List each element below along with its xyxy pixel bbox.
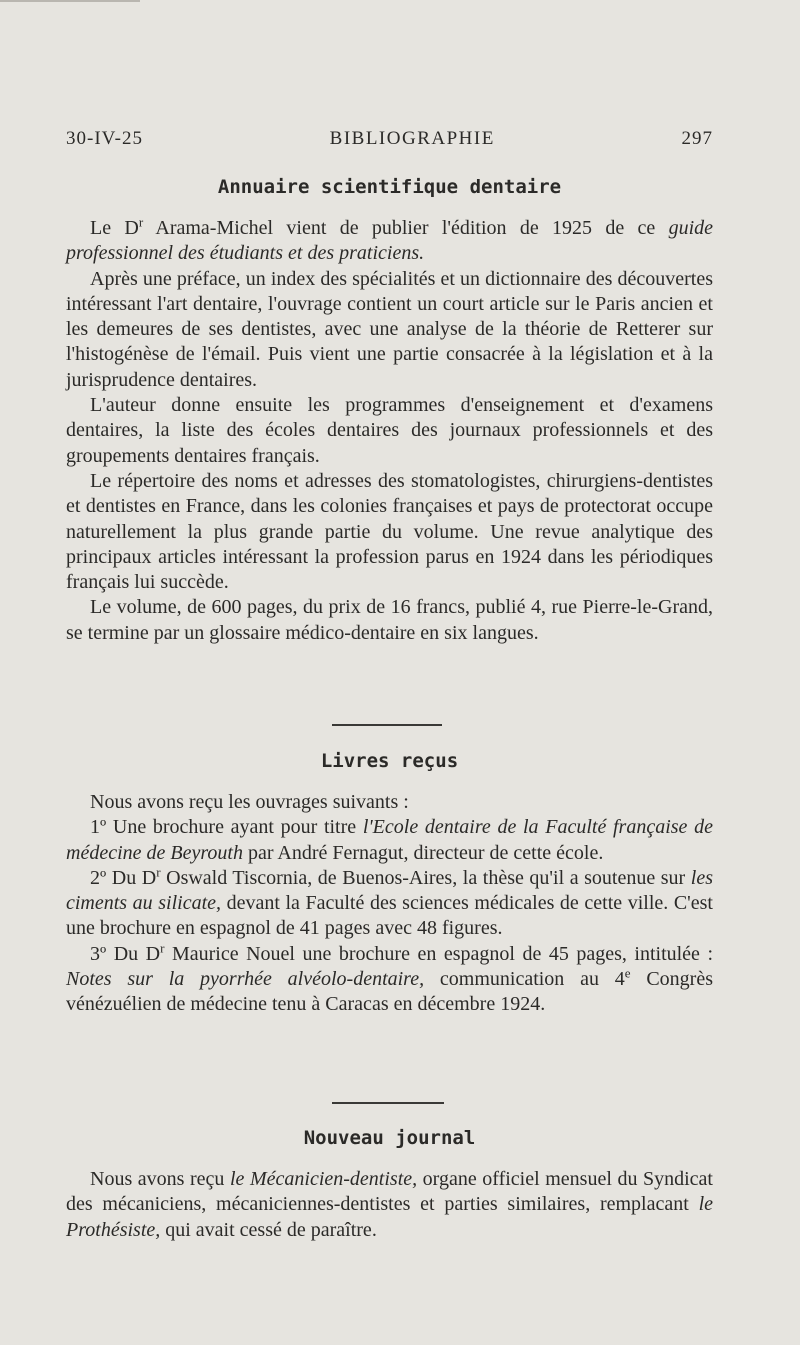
header-title: BIBLIOGRAPHIE (329, 128, 495, 149)
paragraph: Nous avons reçu le Mécanicien-dentiste, organe officiel mensuel du Syndicat des mécaniciens, mécaniciennes-dentistes et parties similaires, remplacant le Prothésiste, qui avait cessé de paraître. (66, 1168, 713, 1241)
section-title-nouveau-journal: Nouveau journal (303, 1127, 476, 1149)
paragraph: Après une préface, un index des spécialités et un dictionnaire des découvertes intéressant l'art dentaire, l'ouvrage contient un court article sur le Paris ancien et les demeures de ses dentistes, avec une analyse de la théorie de Retterer sur l'histogénèse de l'émail. Puis vient une partie consacrée à la législation et à la jurisprudence dentaires. (66, 267, 713, 391)
paragraph: 1º Une brochure ayant pour titre l'Ecole dentaire de la Faculté française de médecine de Beyrouth par André Fernagut, directeur de cette école. (66, 816, 713, 864)
paragraph: Le répertoire des noms et adresses des stomatologistes, chirurgiens-dentistes et dentistes en France, dans les colonies françaises et pays de protectorat occupe naturellement la plus grande partie du volume. Une revue analytique des principaux articles intéressant la profession parus en 1924 dans les périodiques français lui succède. (66, 469, 713, 594)
section-body-annuaire (66, 216, 713, 646)
paragraph: Le volume, de 600 pages, du prix de 16 francs, publié 4, rue Pierre-le-Grand, se termine par un glossaire médico-dentaire en six langues. (66, 596, 713, 644)
running-header (66, 128, 713, 150)
paragraph: Nous avons reçu les ouvrages suivants : (90, 791, 409, 813)
header-date: 30-IV-25 (66, 128, 143, 149)
section-title-annuaire: Annuaire scientifique dentaire (217, 176, 562, 198)
paragraph: 2º Du $D^r$ Oswald Tiscornia, de Buenos-Aires, la thèse qu'il a soutenue sur les ciments au silicate, devant la Faculté des sciences médicales de cette ville. C'est une brochure en espagnol de 41 pages avec 48 figures. (66, 864, 713, 940)
section-body-livres (66, 790, 713, 1018)
section-divider (332, 724, 442, 726)
paragraph: 3º Du $D^r$ Maurice Nouel une brochure en espagnol de 45 pages, intitulée : Notes sur la pyorrhée alvéolo-dentaire, communication au 4e Congrès vénézuélien de médecine tenu à Caracas en décembre 1924. (66, 940, 713, 1016)
paragraph: Le $D^r$ Arama-Michel vient de publier l'édition de 1925 de ce guide professionnel des étudiants et des praticiens. (66, 214, 713, 265)
section-title-livres: Livres reçus (320, 750, 459, 772)
section-body-nouveau-journal (66, 1167, 713, 1243)
top-edge-rule (0, 0, 140, 2)
paragraph: L'auteur donne ensuite les programmes d'enseignement et d'examens dentaires, la liste des écoles dentaires des journaux professionnels et des groupements dentaires français. (66, 394, 713, 467)
section-divider (332, 1102, 444, 1104)
page-number: 297 (681, 128, 713, 149)
